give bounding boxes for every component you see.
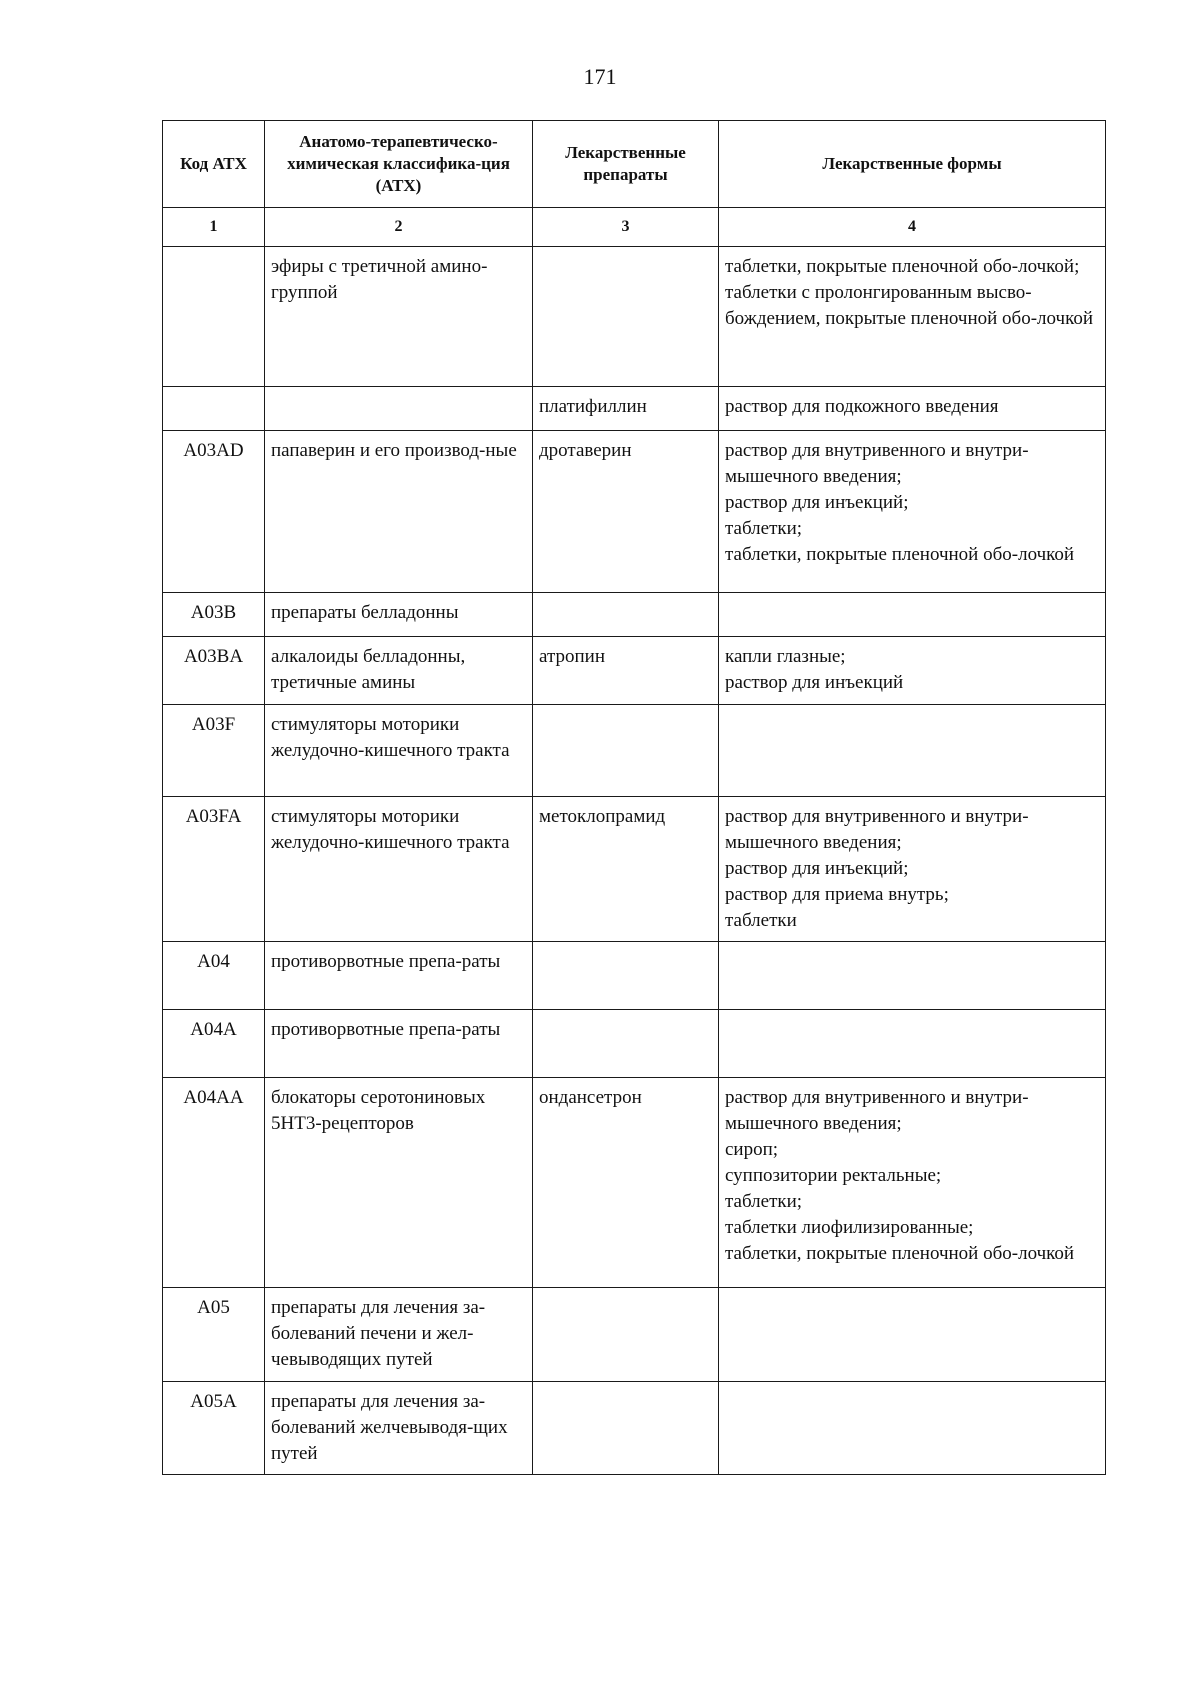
column-number-row: [163, 208, 1106, 247]
classification-cell: препараты для лечения за-болеваний желчевыводя-щих путей: [265, 1382, 533, 1475]
dosage-forms-cell: [719, 797, 1106, 942]
column-number: 1: [163, 208, 265, 247]
classification-cell: противорвотные препа-раты: [265, 942, 533, 1010]
dosage-form-item: таблетки, покрытые пленочной обо-лочкой: [725, 1243, 1075, 1264]
dosage-forms-cell: [719, 431, 1106, 593]
table-row: [163, 705, 1106, 797]
dosage-forms-cell: [719, 247, 1106, 387]
atc-code-cell: A03B: [163, 593, 265, 637]
dosage-form-item: таблетки: [725, 910, 797, 931]
drug-cell: [533, 1382, 719, 1475]
drug-cell: [533, 247, 719, 387]
atc-code-cell: A03AD: [163, 431, 265, 593]
classification-cell: стимуляторы моторики желудочно-кишечного тракта: [265, 797, 533, 942]
classification-cell: папаверин и его производ-ные: [265, 431, 533, 593]
page-number: 171: [583, 64, 617, 89]
column-number: 2: [265, 208, 533, 247]
atc-code-cell: A05: [163, 1288, 265, 1382]
dosage-form-item: таблетки;: [725, 1191, 803, 1212]
header-dosage-forms: Лекарственные формы: [719, 121, 1106, 208]
classification-cell: препараты белладонны: [265, 593, 533, 637]
classification-cell: эфиры с третичной амино-группой: [265, 247, 533, 387]
dosage-form-item: раствор для внутривенного и внутри-мышечного введения;: [725, 1087, 1029, 1134]
dosage-form-item: раствор для внутривенного и внутри-мышечного введения;: [725, 440, 1029, 487]
drug-cell: [533, 1288, 719, 1382]
dosage-form-item: раствор для подкожного введения: [725, 396, 999, 417]
table-row: [163, 1382, 1106, 1475]
dosage-form-item: раствор для инъекций: [725, 672, 904, 693]
atc-code-cell: A03FA: [163, 797, 265, 942]
dosage-form-item: таблетки, покрытые пленочной обо-лочкой: [725, 544, 1075, 565]
table-row: [163, 247, 1106, 387]
dosage-form-item: таблетки;: [725, 518, 803, 539]
dosage-form-item: суппозитории ректальные;: [725, 1165, 942, 1186]
drug-cell: [533, 593, 719, 637]
drug-cell: дротаверин: [533, 431, 719, 593]
table-row: [163, 1288, 1106, 1382]
atc-code-cell: A04A: [163, 1010, 265, 1078]
dosage-forms-cell: [719, 387, 1106, 431]
drug-cell: платифиллин: [533, 387, 719, 431]
atc-code-cell: [163, 247, 265, 387]
drug-cell: [533, 1010, 719, 1078]
atc-table: [162, 120, 1106, 1475]
table-row: [163, 637, 1106, 705]
dosage-form-item: таблетки с пролонгированным высво-бождением, покрытые пленочной обо-лочкой: [725, 282, 1094, 329]
dosage-forms-cell: [719, 1382, 1106, 1475]
atc-code-cell: A04: [163, 942, 265, 1010]
atc-code-cell: [163, 387, 265, 431]
dosage-forms-cell: [719, 705, 1106, 797]
dosage-forms-cell: [719, 942, 1106, 1010]
table-row: [163, 942, 1106, 1010]
table-row: [163, 1010, 1106, 1078]
table-row: [163, 387, 1106, 431]
classification-cell: противорвотные препа-раты: [265, 1010, 533, 1078]
header-row: [163, 121, 1106, 208]
dosage-form-item: таблетки лиофилизированные;: [725, 1217, 974, 1238]
column-number: 4: [719, 208, 1106, 247]
table-body: [163, 247, 1106, 1475]
table-row: [163, 797, 1106, 942]
dosage-form-item: раствор для внутривенного и внутри-мышечного введения;: [725, 806, 1029, 853]
dosage-forms-cell: [719, 1288, 1106, 1382]
drug-cell: метоклопрамид: [533, 797, 719, 942]
dosage-form-item: раствор для инъекций;: [725, 492, 909, 513]
dosage-forms-cell: [719, 1078, 1106, 1288]
dosage-forms-cell: [719, 637, 1106, 705]
drug-cell: [533, 942, 719, 1010]
column-number: 3: [533, 208, 719, 247]
header-atc-code: Код АТХ: [163, 121, 265, 208]
atc-code-cell: A03BA: [163, 637, 265, 705]
table-row: [163, 1078, 1106, 1288]
dosage-form-item: раствор для приема внутрь;: [725, 884, 949, 905]
classification-cell: алкалоиды белладонны, третичные амины: [265, 637, 533, 705]
drug-cell: атропин: [533, 637, 719, 705]
header-drugs: Лекарственные препараты: [533, 121, 719, 208]
classification-cell: блокаторы серотониновых 5HT3-рецепторов: [265, 1078, 533, 1288]
dosage-form-item: раствор для инъекций;: [725, 858, 909, 879]
table-row: [163, 431, 1106, 593]
dosage-form-item: сироп;: [725, 1139, 779, 1160]
table-row: [163, 593, 1106, 637]
dosage-form-item: капли глазные;: [725, 646, 846, 667]
atc-code-cell: A03F: [163, 705, 265, 797]
dosage-form-item: таблетки, покрытые пленочной обо-лочкой;: [725, 256, 1080, 277]
dosage-forms-cell: [719, 593, 1106, 637]
classification-cell: препараты для лечения за-болеваний печени и жел-чевыводящих путей: [265, 1288, 533, 1382]
classification-cell: стимуляторы моторики желудочно-кишечного тракта: [265, 705, 533, 797]
classification-cell: [265, 387, 533, 431]
dosage-forms-cell: [719, 1010, 1106, 1078]
header-classification: Анатомо-терапевтическо-химическая классифика-ция (АТХ): [265, 121, 533, 208]
drug-cell: [533, 705, 719, 797]
atc-code-cell: A04AA: [163, 1078, 265, 1288]
drug-cell: ондансетрон: [533, 1078, 719, 1288]
atc-code-cell: A05A: [163, 1382, 265, 1475]
